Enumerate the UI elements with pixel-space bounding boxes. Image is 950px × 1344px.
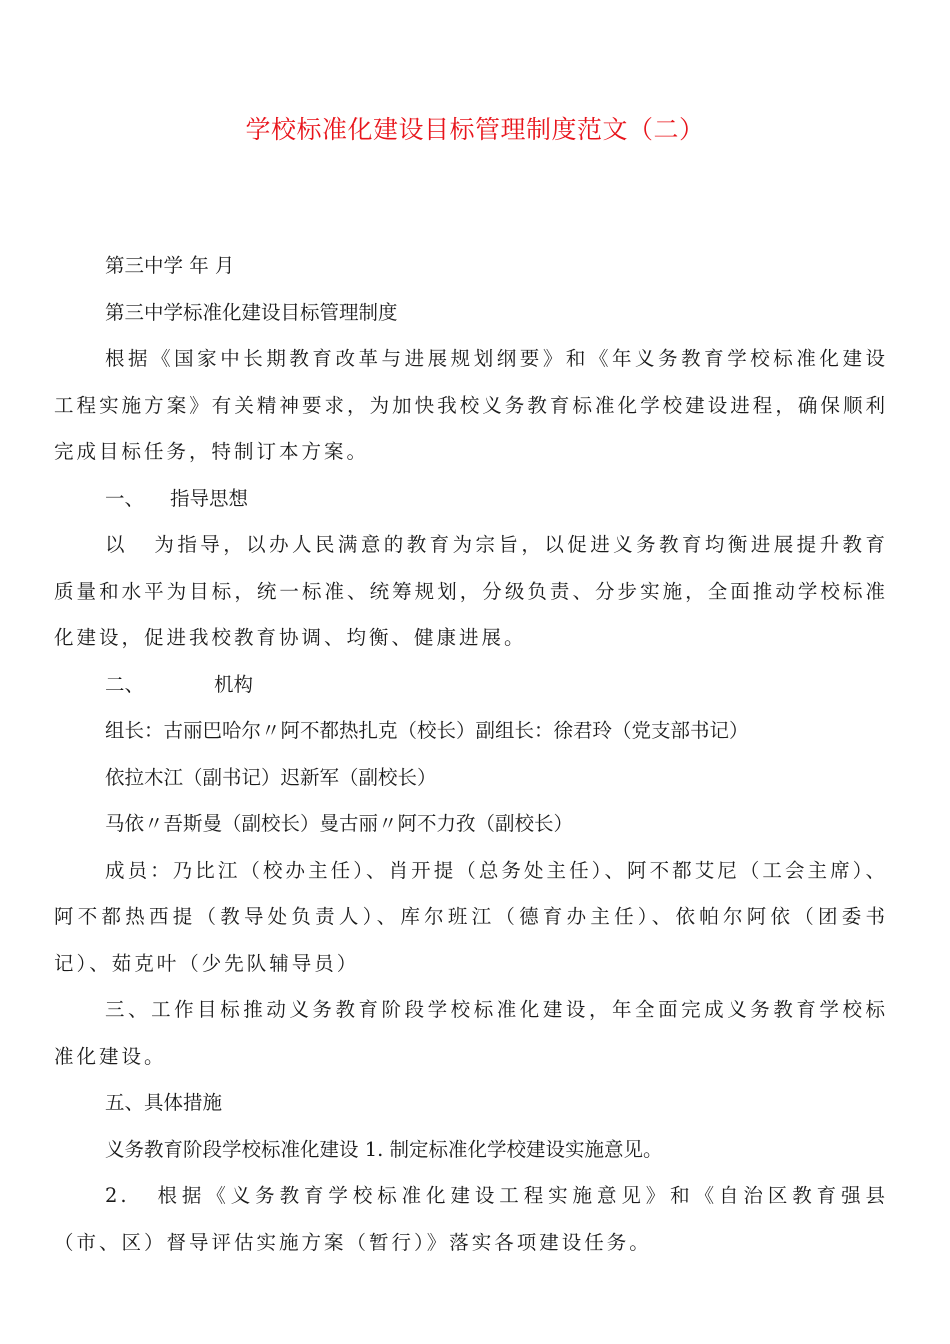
section-number: 一、	[105, 486, 145, 510]
document-body	[54, 243, 888, 1266]
paragraph-members: 成员：乃比江（校办主任）、肖开提（总务处主任）、阿不都艾尼（工会主席）、阿不都热西提（教导处负责人）、库尔班江（德育办主任）、依帕尔阿依（团委书记）、茹克叶（少先队辅导员）	[54, 858, 888, 975]
paragraph-measure-2	[54, 1173, 888, 1266]
measure-number: 2.	[105, 1184, 130, 1207]
measure-text: 根据《义务教育学校标准化建设工程实施意见》和《自治区教育强县（市、区）督导评估实施方案（暂行）》落实各项建设任务。	[54, 1184, 888, 1254]
paragraph-date-line: 第三中学 年 月	[105, 254, 235, 277]
paragraph-subtitle: 第三中学标准化建设目标管理制度	[105, 300, 398, 324]
paragraph-guiding-text: 为指导，以办人民满意的教育为宗旨，以促进义务教育均衡进展提升教育质量和水平为目标，统一标准、统筹规划，分级负责、分步实施，全面推动学校标准化建设，促进我校教育协调、均衡、健康进展。	[54, 533, 888, 649]
paragraph-intro: 根据《国家中长期教育改革与进展规划纲要》和《年义务教育学校标准化建设工程实施方案》有关精神要求，为加快我校义务教育标准化学校建设进程，确保顺利完成目标任务，特制订本方案。	[54, 347, 888, 463]
paragraph-guiding-lead: 以	[105, 533, 128, 556]
section-title: 机构	[214, 672, 254, 696]
paragraph-deputies-1: 依拉木江（副书记）迟新军（副校长）	[105, 765, 437, 789]
section-number: 二、	[105, 672, 145, 696]
paragraph-measure-1: 义务教育阶段学校标准化建设 1. 制定标准化学校建设实施意见。	[105, 1137, 663, 1161]
section-heading-organization	[54, 662, 888, 709]
paragraph-guiding	[54, 522, 888, 662]
section-heading-measures: 五、具体措施	[105, 1091, 223, 1114]
section-heading-guiding	[54, 476, 888, 523]
paragraph-deputies-2: 马依〃吾斯曼（副校长）曼古丽〃阿不力孜（副校长）	[105, 812, 574, 835]
paragraph-leaders: 组长：古丽巴哈尔〃阿不都热扎克（校长）副组长：徐君玲（党支部书记）	[105, 719, 749, 742]
paragraph-goals: 三、工作目标推动义务教育阶段学校标准化建设，年全面完成义务教育学校标准化建设。	[54, 998, 888, 1068]
document-title: 学校标准化建设目标管理制度范文（二）	[245, 115, 705, 144]
section-title: 指导思想	[170, 486, 249, 510]
